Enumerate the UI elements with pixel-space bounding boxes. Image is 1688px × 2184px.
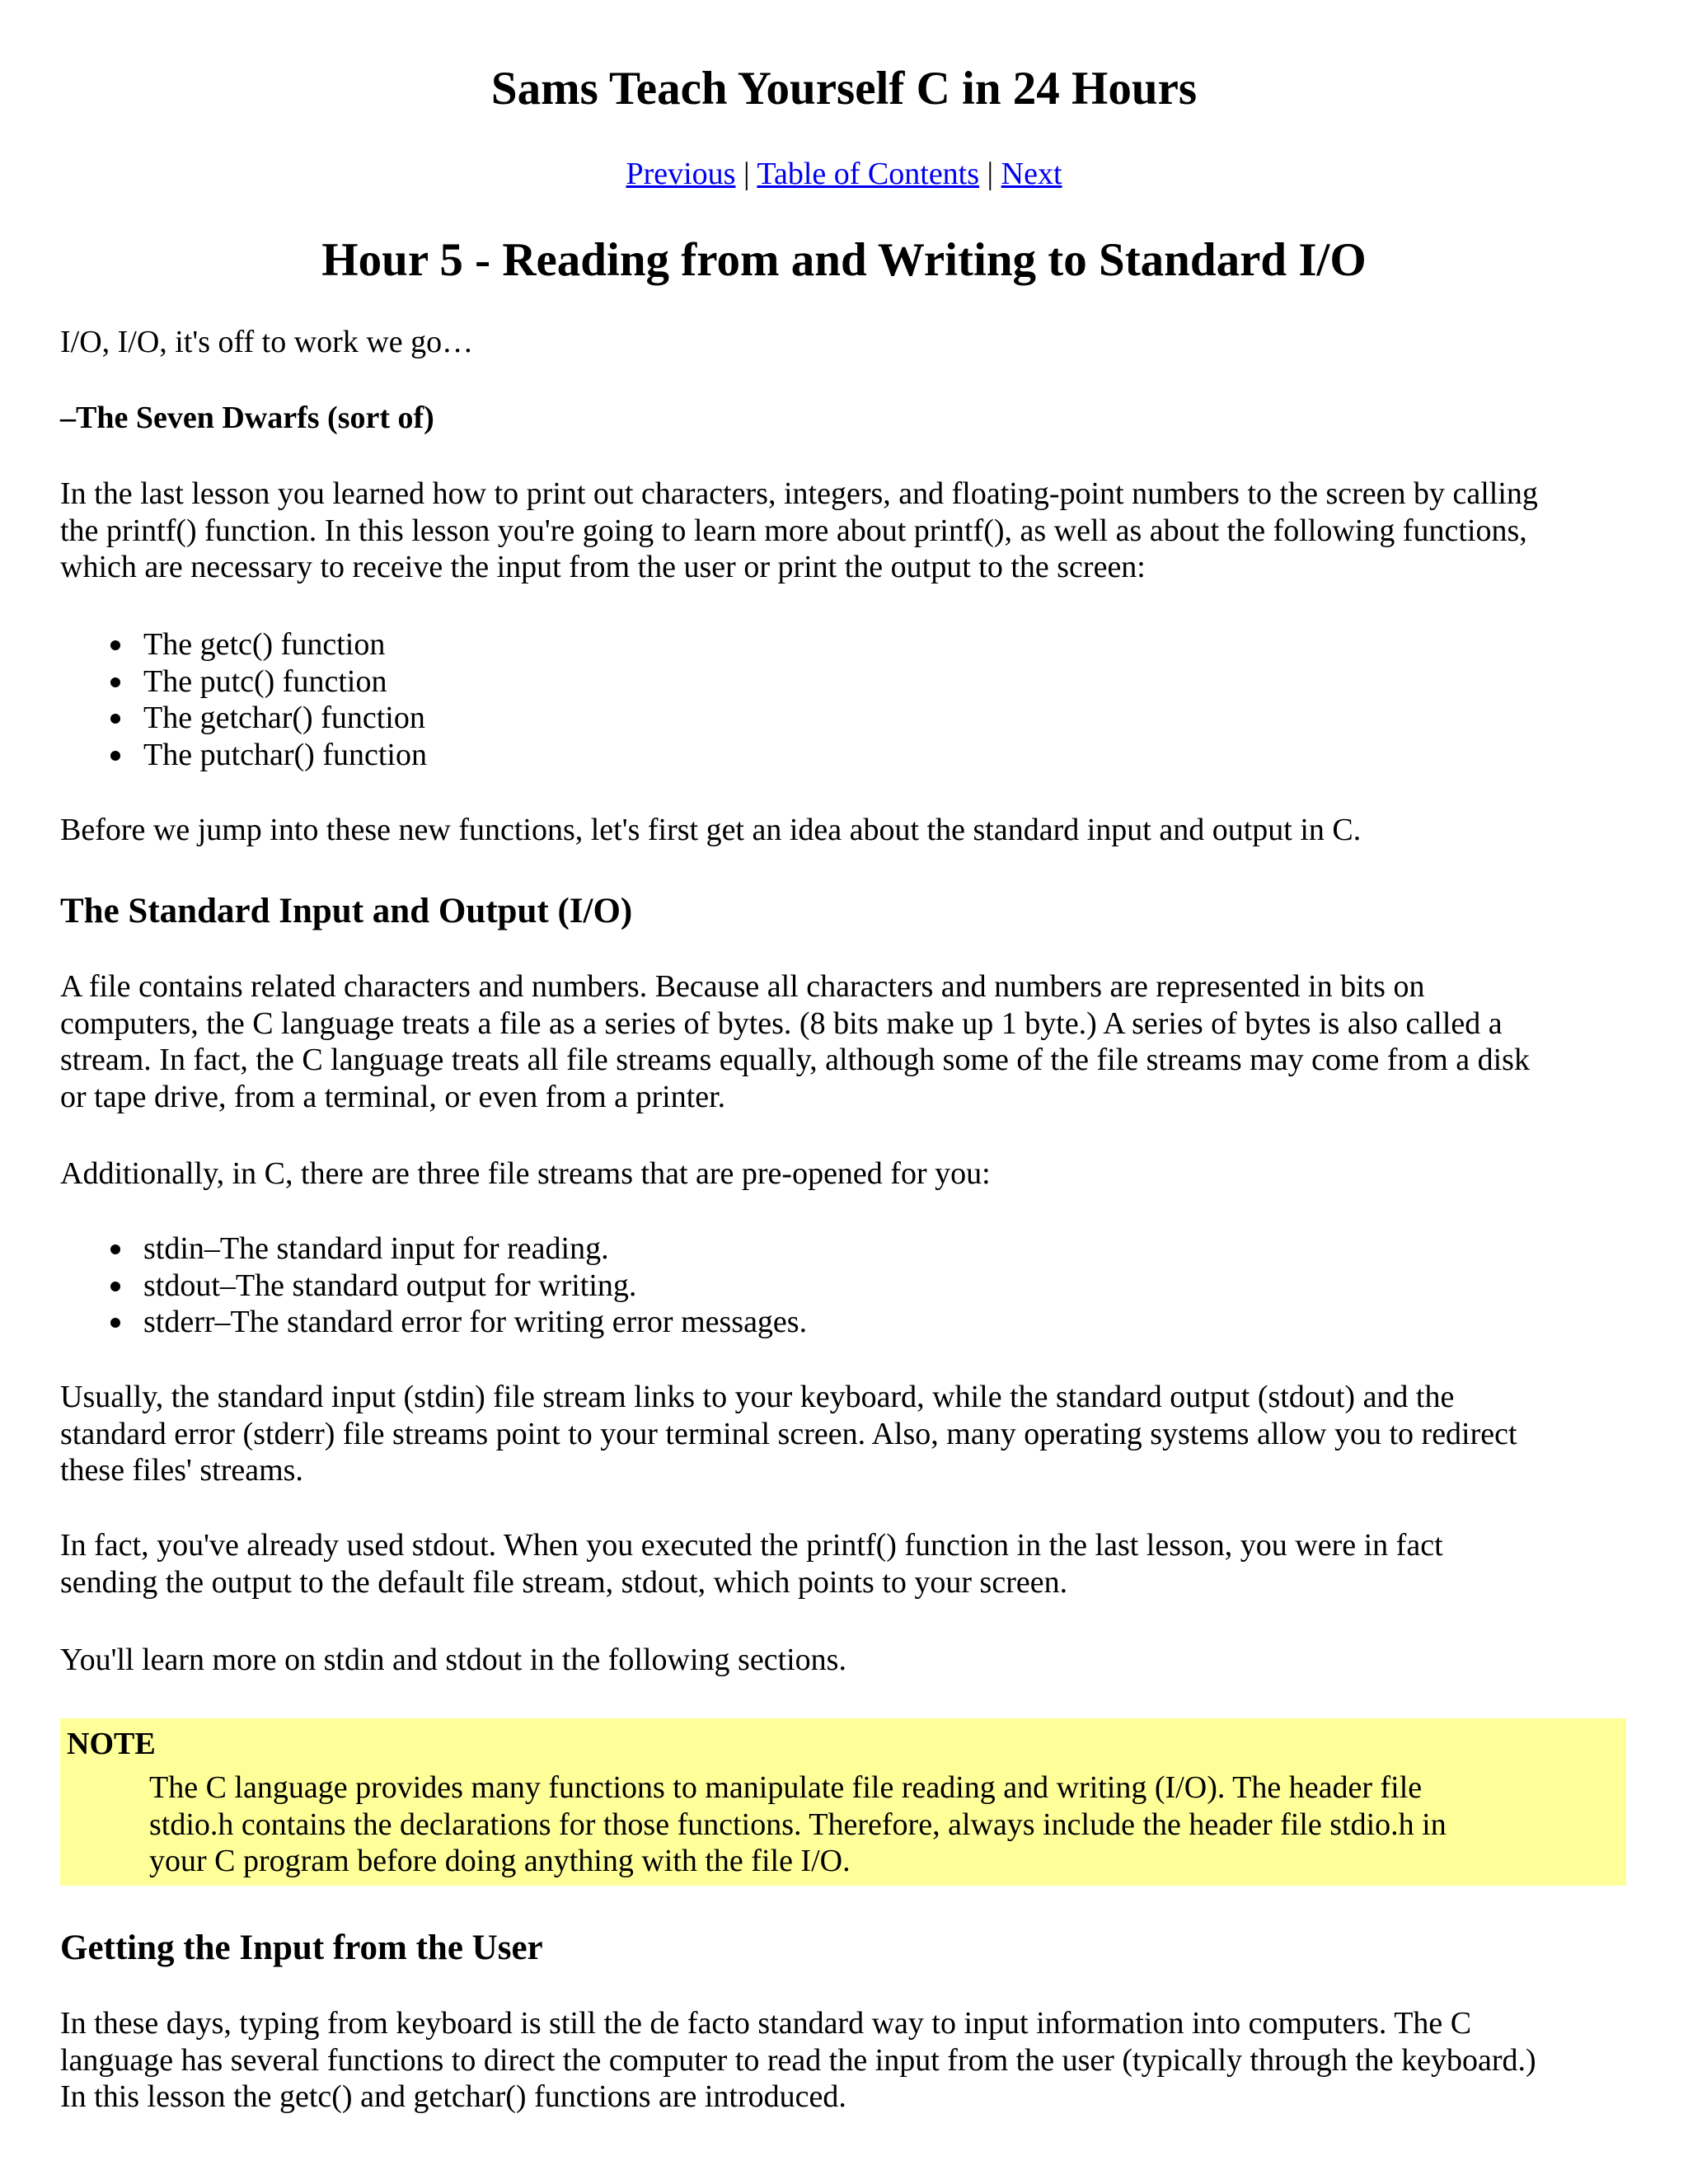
paragraph-line: stream. In fact, the C language treats all file streams equally, although some of the file streams may come from a disk [60,1043,1530,1077]
list-item: The getc() function [60,626,427,663]
io-paragraph-1 [60,968,1626,1115]
intro-line: which are necessary to receive the input from the user or print the output to the screen: [60,550,1146,584]
chapter-navigation [0,153,1688,194]
note-label: NOTE [67,1727,156,1761]
hour-title: Hour 5 - Reading from and Writing to Standard I/O [321,234,1367,286]
note-line: your C program before doing anything with the file I/O. [149,1844,851,1878]
section-heading-standard-io: The Standard Input and Output (I/O) [60,892,633,930]
list-item: The putc() function [60,663,427,701]
intro-line: In the last lesson you learned how to print out characters, integers, and floating-point numbers to the screen by calling [60,476,1538,511]
functions-list [60,626,427,773]
intro-after-paragraph: Before we jump into these new functions, let's first get an idea about the standard input and output in C. [60,813,1362,847]
paragraph-line: these files' streams. [60,1453,303,1488]
paragraph-line: language has several functions to direct the computer to read the input from the user (typically through the keyboard.) [60,2042,1536,2078]
epigraph-quote: I/O, I/O, it's off to work we go… [60,325,474,359]
io-paragraph-4 [60,1527,1626,1601]
paragraph-line: Usually, the standard input (stdin) file stream links to your keyboard, while the standard output (stdout) and the [60,1380,1455,1414]
book-title: Sams Teach Yourself C in 24 Hours [490,63,1198,115]
note-line: stdio.h contains the declarations for those functions. Therefore, always include the header file stdio.h in [149,1807,1447,1842]
paragraph-line: sending the output to the default file stream, stdout, which points to your screen. [60,1564,1068,1600]
list-item: stderr–The standard error for writing error messages. [60,1304,807,1341]
previous-link[interactable]: Previous [626,157,736,191]
section-heading-getting-input: Getting the Input from the User [60,1929,543,1967]
note-line: The C language provides many functions to manipulate file reading and writing (I/O). The header file [149,1770,1423,1805]
epigraph-attribution: –The Seven Dwarfs (sort of) [60,401,434,435]
paragraph-line: A file contains related characters and numbers. Because all characters and numbers are represented in bits on [60,969,1425,1004]
paragraph-line: or tape drive, from a terminal, or even from a printer. [60,1079,726,1114]
streams-list [60,1230,807,1341]
io-paragraph-3 [60,1379,1626,1489]
next-link[interactable]: Next [1001,157,1062,191]
paragraph-line: In fact, you've already used stdout. When you executed the printf() function in the last lesson, you were in fact [60,1528,1443,1563]
paragraph-line: computers, the C language treats a file as a series of bytes. (8 bits make up 1 byte.) A series of bytes is also called a [60,1005,1503,1041]
note-box [60,1718,1626,1886]
note-text [149,1769,1616,1880]
table-of-contents-link[interactable]: Table of Contents [757,157,980,191]
paragraph-line: In these days, typing from keyboard is still the de facto standard way to input information into computers. The C [60,2006,1472,2041]
input-paragraph [60,2005,1626,2116]
intro-paragraph [60,476,1626,586]
list-item: The getchar() function [60,700,427,737]
io-paragraph-2: Additionally, in C, there are three file streams that are pre-opened for you: [60,1156,991,1191]
paragraph-line: standard error (stderr) file streams point to your terminal screen. Also, many operating systems allow you to redirect [60,1416,1517,1451]
nav-separator: | [743,157,750,191]
paragraph-line: In this lesson the getc() and getchar() functions are introduced. [60,2079,846,2114]
list-item: stdin–The standard input for reading. [60,1230,807,1268]
list-item: The putchar() function [60,737,427,774]
nav-separator: | [987,157,994,191]
io-paragraph-5: You'll learn more on stdin and stdout in the following sections. [60,1643,846,1677]
intro-line: the printf() function. In this lesson you're going to learn more about printf(), as well as about the following functions, [60,513,1527,548]
list-item: stdout–The standard output for writing. [60,1268,807,1305]
